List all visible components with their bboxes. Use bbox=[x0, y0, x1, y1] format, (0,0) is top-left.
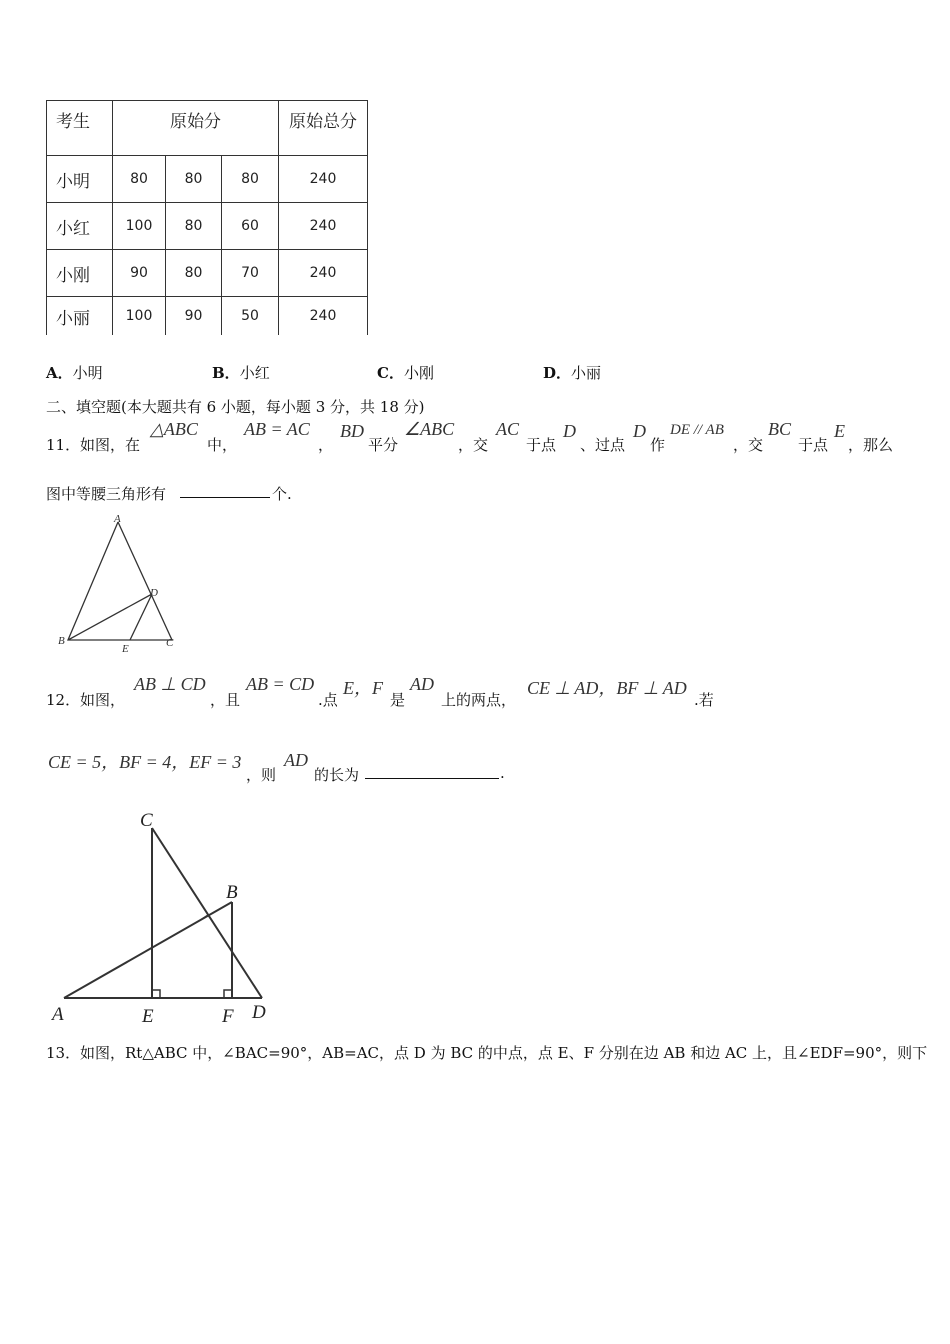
q11-text: 作 bbox=[650, 436, 666, 454]
table-cell-name: 小红 bbox=[47, 203, 113, 250]
right-angle-intersection bbox=[202, 915, 213, 922]
table-cell-name: 小明 bbox=[47, 156, 113, 203]
segment-de bbox=[130, 594, 152, 640]
table-cell-score: 60 bbox=[222, 203, 279, 250]
option-letter: C． bbox=[377, 364, 404, 382]
label-c: C bbox=[140, 810, 153, 831]
label-f: F bbox=[222, 1006, 234, 1027]
label-d: D bbox=[150, 587, 158, 599]
q12-math-values: CE = 5，BF = 4，EF = 3 bbox=[48, 752, 242, 772]
q11-text: 个. bbox=[272, 485, 292, 503]
label-e: E bbox=[122, 643, 129, 655]
table-row bbox=[47, 203, 368, 250]
table-cell-total: 240 bbox=[279, 203, 368, 250]
q11-math-parallel: DE // AB bbox=[670, 422, 724, 438]
q11-text: ，那么 bbox=[848, 436, 894, 454]
option-a[interactable] bbox=[46, 362, 103, 383]
segment-cd bbox=[152, 828, 262, 998]
question-number: 11． bbox=[46, 436, 81, 454]
q11-math-d: D bbox=[563, 421, 576, 441]
q12-math-perp: AB ⊥ CD bbox=[134, 674, 206, 694]
q13-text: 如图，Rt△ABC 中，∠BAC=90°，AB=AC，点 D 为 BC 的中点，点 E、F 分别在边 AB 和边 AC 上，且∠EDF=90°，则下 bbox=[80, 1044, 928, 1062]
triangle-abc bbox=[68, 522, 172, 640]
q11-math-bd: BD bbox=[340, 421, 364, 441]
segment-bd bbox=[68, 594, 152, 640]
q12-text: .点 bbox=[318, 691, 338, 709]
table-row bbox=[47, 297, 368, 336]
table-header-raw-score: 原始分 bbox=[113, 101, 279, 156]
table-cell-score: 80 bbox=[166, 250, 222, 297]
q11-math-ac: AC bbox=[496, 419, 520, 439]
answer-blank[interactable] bbox=[365, 764, 499, 779]
table-cell-score: 90 bbox=[166, 297, 222, 336]
question-number: 13． bbox=[46, 1044, 81, 1062]
q12-text: ，且 bbox=[210, 691, 241, 709]
right-angle-f bbox=[224, 990, 232, 998]
answer-blank[interactable] bbox=[180, 483, 270, 498]
q11-text: 如图，在 bbox=[80, 436, 141, 454]
option-letter: A． bbox=[46, 364, 73, 382]
q11-math-bc: BC bbox=[768, 419, 792, 439]
table-cell-score: 80 bbox=[113, 156, 166, 203]
q11-text: 于点 bbox=[526, 436, 557, 454]
option-letter: D． bbox=[543, 364, 572, 382]
q11-text: ，交 bbox=[458, 436, 489, 454]
option-text: 小丽 bbox=[571, 364, 602, 382]
table-cell-score: 80 bbox=[222, 156, 279, 203]
q11-text: ，交 bbox=[733, 436, 764, 454]
option-text: 小刚 bbox=[403, 364, 434, 382]
label-b: B bbox=[226, 882, 238, 903]
q12-figure bbox=[48, 808, 288, 1028]
table-cell-total: 240 bbox=[279, 297, 368, 336]
q12-text: 的长为 bbox=[314, 766, 360, 784]
q11-text: 中， bbox=[207, 436, 238, 454]
q11-math-d: D bbox=[633, 421, 646, 441]
table-row bbox=[47, 250, 368, 297]
table-cell-score: 80 bbox=[166, 156, 222, 203]
q12-text: .若 bbox=[694, 691, 714, 709]
option-text: 小明 bbox=[72, 364, 103, 382]
section-title: 二、填空题(本大题共有 6 小题，每小题 3 分，共 18 分) bbox=[46, 398, 425, 416]
table-cell-name: 小刚 bbox=[47, 250, 113, 297]
question-number: 12． bbox=[46, 691, 81, 709]
q12-math-ad: AD bbox=[284, 750, 308, 770]
q12-math-ef: E，F bbox=[343, 678, 383, 698]
table-cell-score: 100 bbox=[113, 203, 166, 250]
table-cell-name: 小丽 bbox=[47, 297, 113, 336]
option-letter: B． bbox=[212, 364, 240, 382]
q11-figure bbox=[50, 510, 190, 660]
table-header-raw-total: 原始总分 bbox=[279, 101, 368, 156]
right-angle-e bbox=[152, 990, 160, 998]
q11-text: ， bbox=[318, 436, 334, 454]
table-cell-score: 80 bbox=[166, 203, 222, 250]
q12-text: . bbox=[500, 764, 505, 782]
q11-text: 、过点 bbox=[580, 436, 626, 454]
table-cell-score: 70 bbox=[222, 250, 279, 297]
option-text: 小红 bbox=[239, 364, 270, 382]
option-c[interactable] bbox=[377, 362, 434, 383]
option-d[interactable] bbox=[543, 362, 601, 383]
q12-text: ，则 bbox=[246, 766, 277, 784]
table-header-examinee: 考生 bbox=[47, 101, 113, 156]
label-c: C bbox=[166, 637, 174, 649]
q12-math-equal: AB = CD bbox=[246, 674, 315, 694]
label-e: E bbox=[142, 1006, 154, 1027]
q12-math-perps: CE ⊥ AD，BF ⊥ AD bbox=[527, 678, 687, 698]
q11-text: 图中等腰三角形有 bbox=[46, 485, 167, 503]
q12-text: 是 bbox=[390, 691, 406, 709]
label-d: D bbox=[252, 1002, 266, 1023]
q12-math-ad: AD bbox=[410, 674, 434, 694]
q12-text: 如图， bbox=[80, 691, 126, 709]
table-cell-score: 90 bbox=[113, 250, 166, 297]
label-a: A bbox=[52, 1004, 64, 1025]
q11-math-triangle: △ABC bbox=[150, 419, 198, 439]
q11-text: 于点 bbox=[798, 436, 829, 454]
label-a: A bbox=[114, 513, 121, 525]
score-table bbox=[46, 100, 368, 335]
q11-text: 平分 bbox=[368, 436, 399, 454]
q11-math-angle: ∠ABC bbox=[404, 419, 455, 439]
table-row bbox=[47, 156, 368, 203]
q11-math-e: E bbox=[834, 421, 845, 441]
label-b: B bbox=[58, 635, 65, 647]
q11-math-equal: AB = AC bbox=[244, 419, 310, 439]
table-cell-total: 240 bbox=[279, 156, 368, 203]
table-cell-total: 240 bbox=[279, 250, 368, 297]
table-cell-score: 100 bbox=[113, 297, 166, 336]
table-cell-score: 50 bbox=[222, 297, 279, 336]
option-b[interactable] bbox=[212, 362, 270, 383]
q12-text: 上的两点， bbox=[441, 691, 517, 709]
